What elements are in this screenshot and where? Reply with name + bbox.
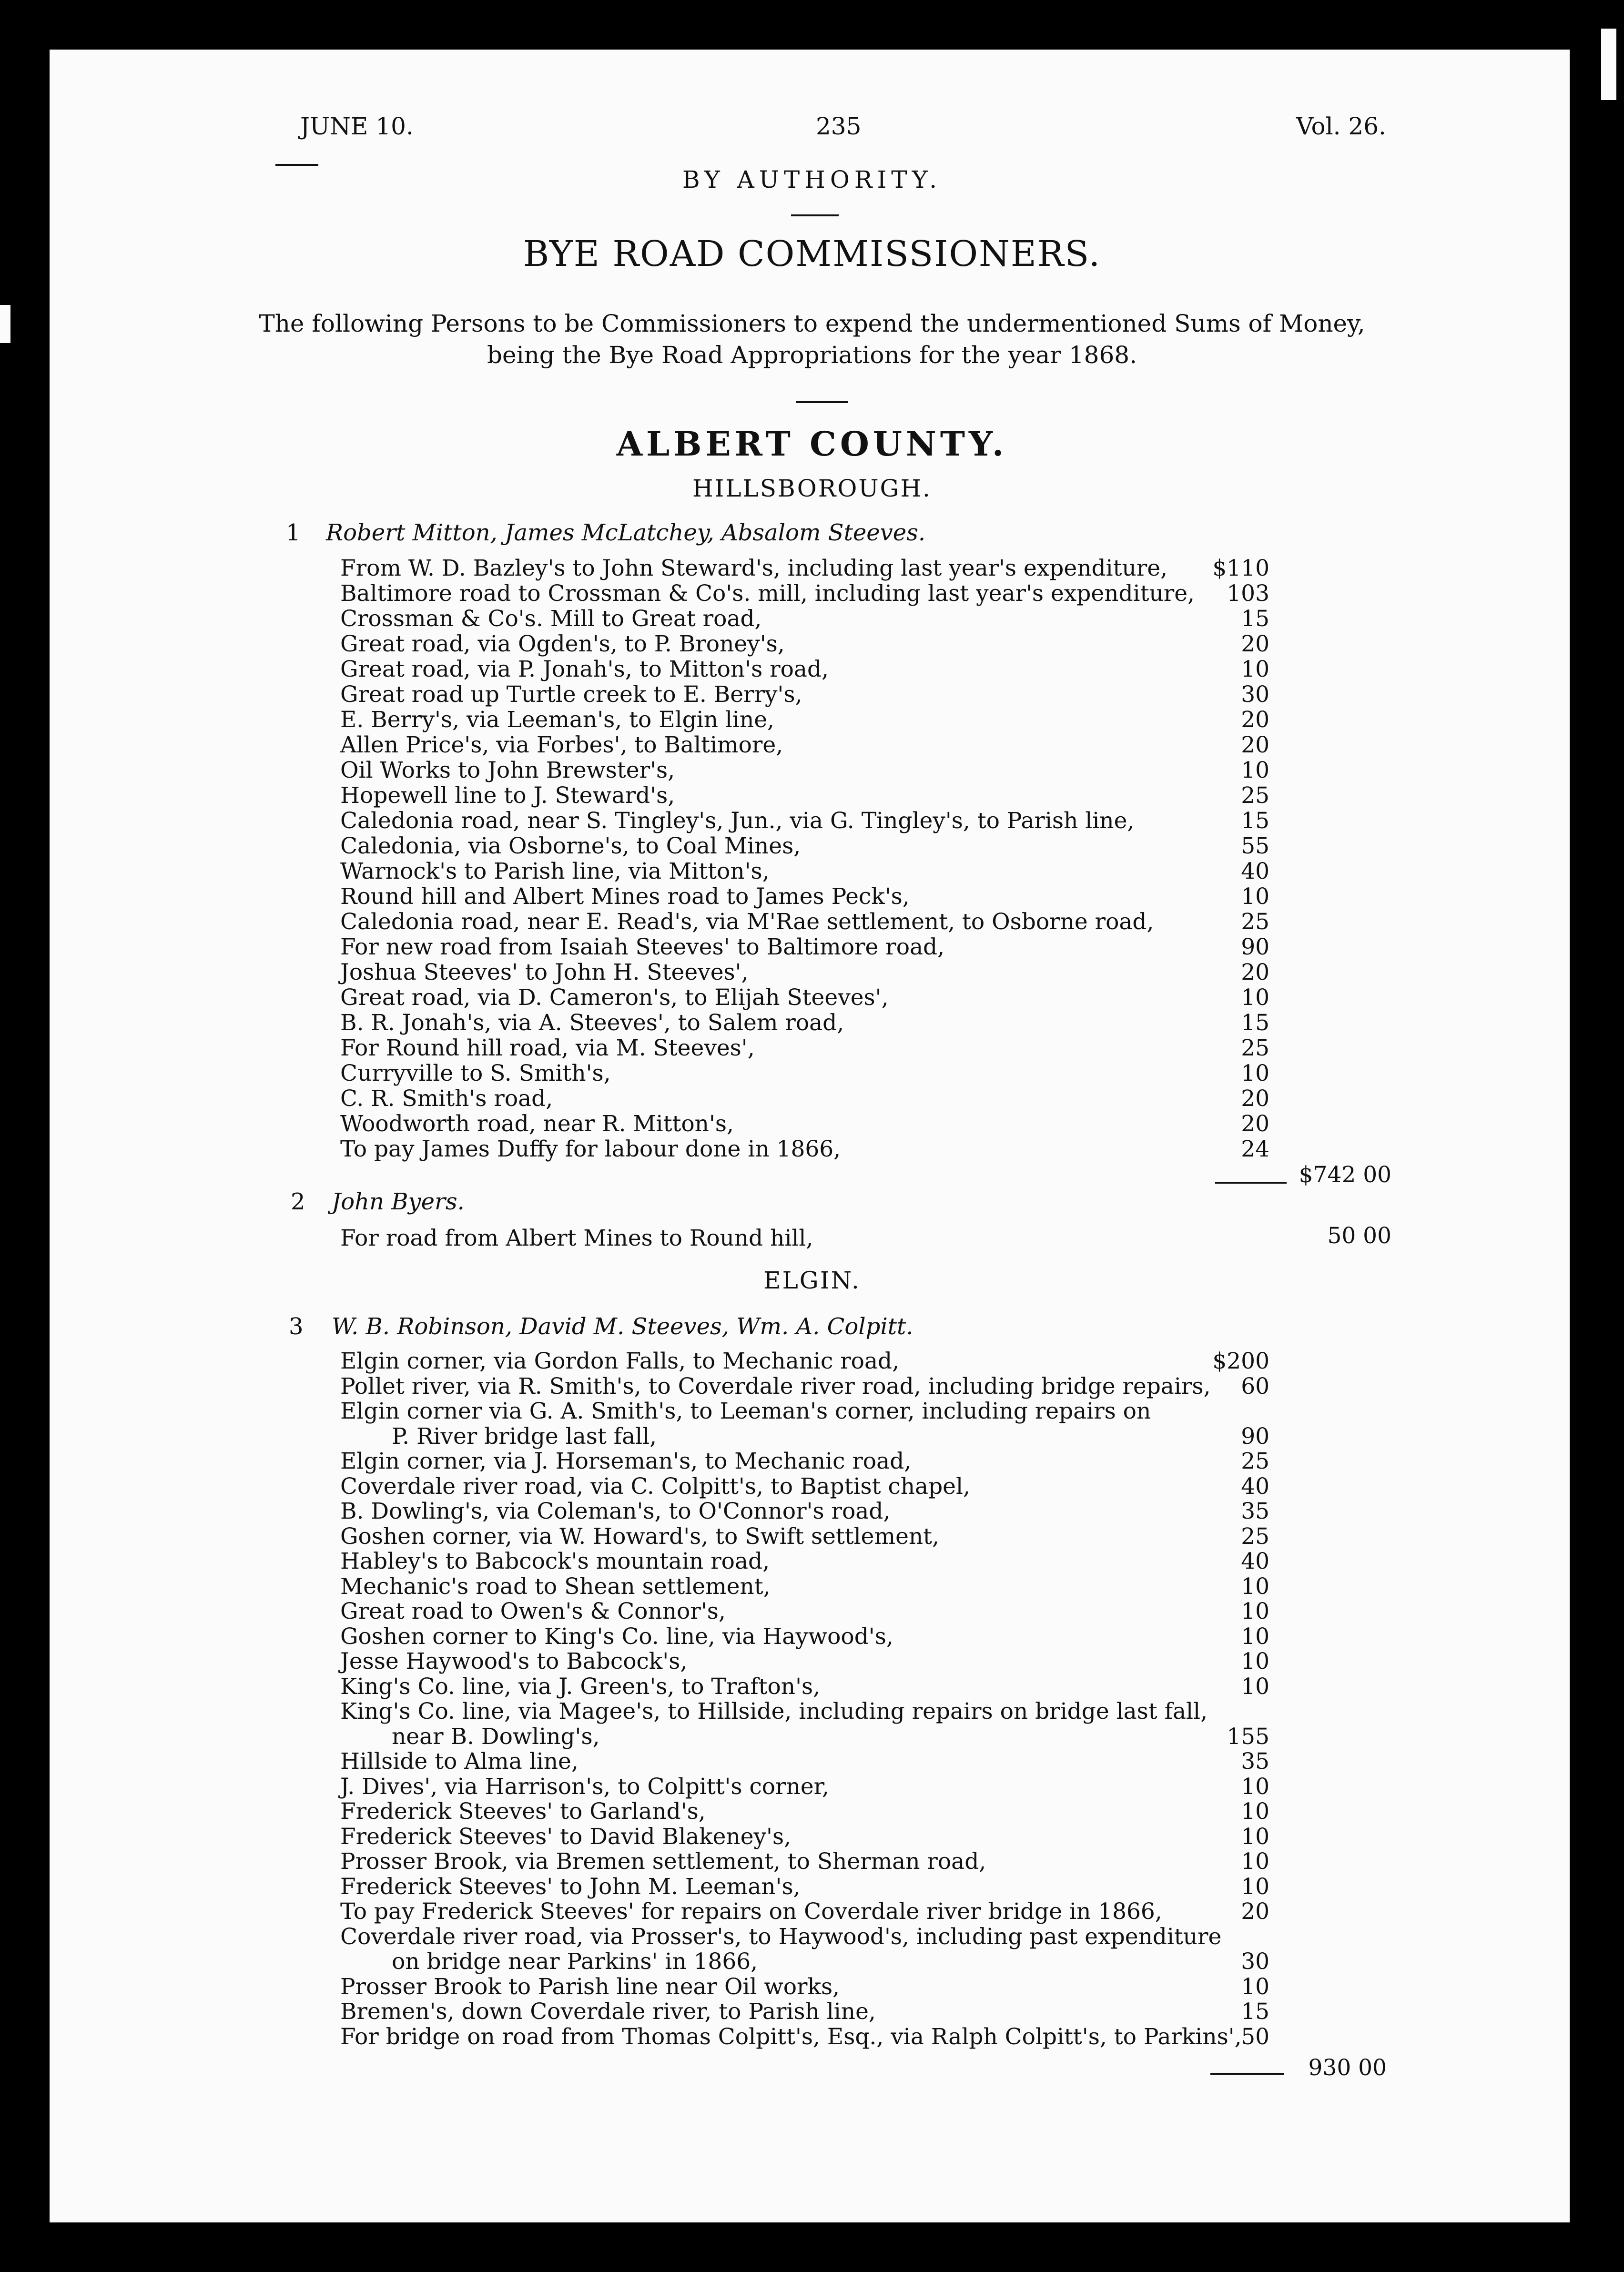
appropriation-row <box>340 1849 1269 1874</box>
appropriation-amount: 15 <box>1241 1998 1269 2025</box>
appropriation-row <box>340 1874 1269 1899</box>
appropriation-row <box>340 1699 1269 1724</box>
appropriation-row <box>340 1724 1269 1749</box>
appropriation-row <box>340 1674 1269 1699</box>
appropriation-row <box>340 1549 1269 1574</box>
appropriation-description: Goshen corner, via W. Howard's, to Swift settlement, <box>340 1523 939 1550</box>
appropriation-amount: 40 <box>1241 858 1269 884</box>
appropriation-amount: 20 <box>1241 959 1269 985</box>
appropriation-description: Great road, via D. Cameron's, to Elijah Steeves', <box>340 984 889 1011</box>
commission-number: 1 <box>286 519 301 546</box>
intro-text <box>0 308 1624 371</box>
appropriation-description: Mechanic's road to Shean settlement, <box>340 1573 771 1600</box>
total-rule <box>1215 1182 1287 1184</box>
appropriation-description: Allen Price's, via Forbes', to Baltimore, <box>340 732 783 758</box>
appropriation-description: near B. Dowling's, <box>392 1723 600 1750</box>
appropriation-row <box>340 1649 1269 1674</box>
appropriation-amount: 35 <box>1241 1748 1269 1775</box>
appropriation-amount: 50 <box>1241 2023 1269 2050</box>
appropriation-row <box>340 1424 1269 1449</box>
appropriation-row <box>340 833 1269 859</box>
appropriation-description: Caledonia road, near E. Read's, via M'Rae settlement, to Osborne road, <box>340 909 1154 935</box>
appropriation-description: King's Co. line, via Magee's, to Hillside, including repairs on bridge last fall, <box>340 1698 1208 1724</box>
appropriation-description: Habley's to Babcock's mountain road, <box>340 1548 770 1574</box>
appropriation-description: Caledonia road, near S. Tingley's, Jun., via G. Tingley's, to Parish line, <box>340 808 1135 834</box>
appropriation-description: Coverdale river road, via Prosser's, to Haywood's, including past expenditure <box>340 1923 1222 1950</box>
appropriation-amount: 20 <box>1241 1111 1269 1137</box>
appropriation-description: Frederick Steeves' to John M. Leeman's, <box>340 1873 801 1900</box>
page-title: BYE ROAD COMMISSIONERS. <box>523 233 1101 274</box>
appropriation-amount: 10 <box>1241 1673 1269 1700</box>
appropriation-amount: 25 <box>1241 1523 1269 1550</box>
appropriation-amount: 10 <box>1241 1598 1269 1624</box>
header-volume: Vol. 26. <box>1296 112 1386 140</box>
appropriation-description: Frederick Steeves' to Garland's, <box>340 1798 706 1825</box>
intro-line-2: being the Bye Road Appropriations for the year 1868. <box>487 341 1137 369</box>
appropriation-row <box>340 1749 1269 1774</box>
appropriation-description: Elgin corner, via J. Horseman's, to Mechanic road, <box>340 1448 912 1474</box>
appropriation-amount: 40 <box>1241 1473 1269 1500</box>
appropriation-amount: 10 <box>1241 1060 1269 1086</box>
appropriation-amount: 35 <box>1241 1498 1269 1524</box>
appropriation-description: E. Berry's, via Leeman's, to Elgin line, <box>340 707 774 733</box>
appropriation-description: For Round hill road, via M. Steeves', <box>340 1035 755 1061</box>
appropriation-description: Hillside to Alma line, <box>340 1748 579 1775</box>
appropriation-row <box>340 859 1269 884</box>
appropriation-description: For bridge on road from Thomas Colpitt's, Esq., via Ralph Colpitt's, to Parkins', <box>340 2023 1242 2050</box>
appropriation-row <box>340 1226 1269 1251</box>
appropriation-description: Joshua Steeves' to John H. Steeves', <box>340 959 749 985</box>
appropriation-amount: 90 <box>1241 934 1269 960</box>
appropriation-row <box>340 631 1269 657</box>
appropriation-amount: 10 <box>1241 1773 1269 1800</box>
appropriation-row <box>340 1574 1269 1599</box>
appropriation-description: Bremen's, down Coverdale river, to Parish line, <box>340 1998 876 2025</box>
appropriation-amount: 10 <box>1241 1823 1269 1850</box>
appropriation-row <box>340 1974 1269 1999</box>
appropriation-description: C. R. Smith's road, <box>340 1085 553 1112</box>
appropriation-amount: 20 <box>1241 631 1269 657</box>
appropriation-row <box>340 1599 1269 1624</box>
appropriation-description: To pay James Duffy for labour done in 1866, <box>340 1136 841 1162</box>
appropriation-row <box>340 1035 1269 1061</box>
appropriation-description: on bridge near Parkins' in 1866, <box>392 1948 758 1975</box>
appropriation-description: Great road, via P. Jonah's, to Mitton's road, <box>340 656 829 682</box>
appropriation-description: Prosser Brook to Parish line near Oil works, <box>340 1973 840 2000</box>
appropriation-row <box>340 1524 1269 1549</box>
appropriation-row <box>340 1449 1269 1474</box>
appropriation-amount: 30 <box>1241 1948 1269 1975</box>
appropriation-amount: 10 <box>1241 1573 1269 1600</box>
appropriation-row <box>340 1111 1269 1136</box>
appropriation-row <box>340 985 1269 1010</box>
appropriation-description: Prosser Brook, via Bremen settlement, to Sherman road, <box>340 1848 986 1875</box>
appropriation-amount: 25 <box>1241 1035 1269 1061</box>
divider-rule <box>791 214 839 216</box>
district-heading-hillsborough: HILLSBOROUGH. <box>692 475 932 502</box>
appropriation-description: King's Co. line, via J. Green's, to Trafton's, <box>340 1673 821 1700</box>
appropriation-description: Hopewell line to J. Steward's, <box>340 782 675 809</box>
appropriation-row <box>340 1086 1269 1111</box>
appropriation-row <box>340 1374 1269 1399</box>
appropriation-description: Round hill and Albert Mines road to James Peck's, <box>340 883 910 910</box>
appropriation-row <box>340 884 1269 909</box>
appropriation-amount: 25 <box>1241 782 1269 809</box>
appropriation-description: Curryville to S. Smith's, <box>340 1060 611 1086</box>
total-rule <box>1210 2073 1284 2075</box>
appropriation-amount: 30 <box>1241 681 1269 708</box>
appropriation-row <box>340 783 1269 808</box>
appropriation-amount: 103 <box>1227 580 1269 607</box>
appropriation-row <box>340 808 1269 833</box>
appropriation-description: Warnock's to Parish line, via Mitton's, <box>340 858 770 884</box>
appropriation-row <box>340 732 1269 758</box>
appropriation-description: Great road to Owen's & Connor's, <box>340 1598 726 1624</box>
appropriation-amount: 10 <box>1241 1973 1269 2000</box>
appropriation-row <box>340 2024 1269 2049</box>
appropriation-row <box>340 1799 1269 1824</box>
appropriation-row <box>340 1136 1269 1162</box>
header-date: JUNE 10. <box>300 112 414 140</box>
commission-total: 930 00 <box>1308 2055 1387 2081</box>
appropriation-amount: 15 <box>1241 606 1269 632</box>
appropriation-amount: 10 <box>1241 1873 1269 1900</box>
appropriation-amount: 60 <box>1241 1373 1269 1400</box>
appropriation-row <box>340 960 1269 985</box>
appropriation-amount: 10 <box>1241 883 1269 910</box>
appropriation-amount: 10 <box>1241 1648 1269 1674</box>
appropriation-row <box>340 934 1269 960</box>
appropriation-amount: 55 <box>1241 833 1269 859</box>
appropriation-row <box>340 581 1269 606</box>
appropriation-amount: 25 <box>1241 1448 1269 1474</box>
appropriation-row <box>340 556 1269 581</box>
appropriation-amount: 20 <box>1241 1898 1269 1925</box>
appropriation-amount: 10 <box>1241 984 1269 1011</box>
appropriation-description: For road from Albert Mines to Round hill, <box>340 1225 813 1251</box>
appropriation-amount: 10 <box>1241 757 1269 783</box>
appropriation-description: B. R. Jonah's, via A. Steeves', to Salem road, <box>340 1010 844 1036</box>
by-authority-heading: BY AUTHORITY. <box>682 166 942 193</box>
appropriation-description: Oil Works to John Brewster's, <box>340 757 675 783</box>
appropriation-row <box>340 1949 1269 1974</box>
divider-rule <box>796 401 848 403</box>
appropriation-row <box>340 1924 1269 1949</box>
header-page-number: 235 <box>816 112 862 140</box>
appropriation-row <box>340 1774 1269 1799</box>
appropriation-amount: 20 <box>1241 732 1269 758</box>
commission-total: 50 00 <box>1327 1223 1391 1249</box>
appropriation-amount: $110 <box>1212 555 1269 581</box>
appropriation-row <box>340 1399 1269 1424</box>
county-heading: ALBERT COUNTY. <box>616 424 1008 464</box>
commission-number: 2 <box>291 1188 305 1215</box>
appropriation-amount: 90 <box>1241 1423 1269 1450</box>
appropriation-description: Jesse Haywood's to Babcock's, <box>340 1648 688 1674</box>
appropriation-amount: 15 <box>1241 808 1269 834</box>
appropriation-row <box>340 606 1269 631</box>
appropriation-row <box>340 1824 1269 1849</box>
district-heading-elgin: ELGIN. <box>763 1267 861 1294</box>
appropriation-amount: 10 <box>1241 1798 1269 1825</box>
appropriation-row <box>340 1999 1269 2024</box>
appropriation-description: Great road, via Ogden's, to P. Broney's, <box>340 631 785 657</box>
appropriation-description: J. Dives', via Harrison's, to Colpitt's corner, <box>340 1773 829 1800</box>
appropriation-description: For new road from Isaiah Steeves' to Baltimore road, <box>340 934 945 960</box>
appropriation-description: Elgin corner, via Gordon Falls, to Mechanic road, <box>340 1348 900 1374</box>
appropriation-description: Elgin corner via G. A. Smith's, to Leeman's corner, including repairs on <box>340 1398 1151 1424</box>
appropriation-description: Coverdale river road, via C. Colpitt's, to Baptist chapel, <box>340 1473 970 1500</box>
appropriation-amount: 20 <box>1241 1085 1269 1112</box>
appropriation-row <box>340 758 1269 783</box>
appropriation-amount: 15 <box>1241 1010 1269 1036</box>
appropriation-amount: $200 <box>1212 1348 1269 1374</box>
commission-total: $742 00 <box>1299 1162 1391 1188</box>
appropriation-amount: 10 <box>1241 656 1269 682</box>
commission-number: 3 <box>289 1313 304 1340</box>
appropriation-description: From W. D. Bazley's to John Steward's, including last year's expenditure, <box>340 555 1167 581</box>
commissioner-names: John Byers. <box>332 1188 465 1215</box>
appropriation-amount: 24 <box>1241 1136 1269 1162</box>
appropriation-amount: 20 <box>1241 707 1269 733</box>
appropriation-row <box>340 1010 1269 1035</box>
appropriation-row <box>340 1474 1269 1499</box>
commissioner-names: Robert Mitton, James McLatchey, Absalom Steeves. <box>326 519 926 546</box>
scan-tab-top-right <box>1601 29 1616 100</box>
appropriation-description: Woodworth road, near R. Mitton's, <box>340 1111 734 1137</box>
commissioner-names: W. B. Robinson, David M. Steeves, Wm. A. Colpitt. <box>332 1313 914 1340</box>
appropriation-amount: 155 <box>1227 1723 1269 1750</box>
appropriation-description: Caledonia, via Osborne's, to Coal Mines, <box>340 833 801 859</box>
appropriation-description: Goshen corner to King's Co. line, via Haywood's, <box>340 1623 893 1650</box>
appropriation-row <box>340 707 1269 732</box>
appropriation-row <box>340 657 1269 682</box>
appropriation-row <box>340 1899 1269 1924</box>
appropriation-row <box>340 1061 1269 1086</box>
appropriation-row <box>340 1499 1269 1524</box>
appropriation-row <box>340 682 1269 707</box>
appropriation-amount: 10 <box>1241 1623 1269 1650</box>
appropriation-row <box>340 1624 1269 1649</box>
appropriation-description: Pollet river, via R. Smith's, to Coverdale river road, including bridge repairs, <box>340 1373 1211 1400</box>
appropriation-amount: 40 <box>1241 1548 1269 1574</box>
appropriation-amount: 25 <box>1241 909 1269 935</box>
appropriation-description: P. River bridge last fall, <box>392 1423 657 1450</box>
appropriation-description: Crossman & Co's. Mill to Great road, <box>340 606 762 632</box>
appropriation-amount: 10 <box>1241 1848 1269 1875</box>
appropriation-description: Great road up Turtle creek to E. Berry's, <box>340 681 802 708</box>
appropriation-row <box>340 1349 1269 1374</box>
appropriation-description: Baltimore road to Crossman & Co's. mill, including last year's expenditure, <box>340 580 1195 607</box>
appropriation-description: Frederick Steeves' to David Blakeney's, <box>340 1823 792 1850</box>
intro-line-1: The following Persons to be Commissioners to expend the undermentioned Sums of Money, <box>259 310 1365 337</box>
appropriation-description: To pay Frederick Steeves' for repairs on Coverdale river bridge in 1866, <box>340 1898 1162 1925</box>
appropriation-description: B. Dowling's, via Coleman's, to O'Connor's road, <box>340 1498 891 1524</box>
appropriation-row <box>340 909 1269 934</box>
